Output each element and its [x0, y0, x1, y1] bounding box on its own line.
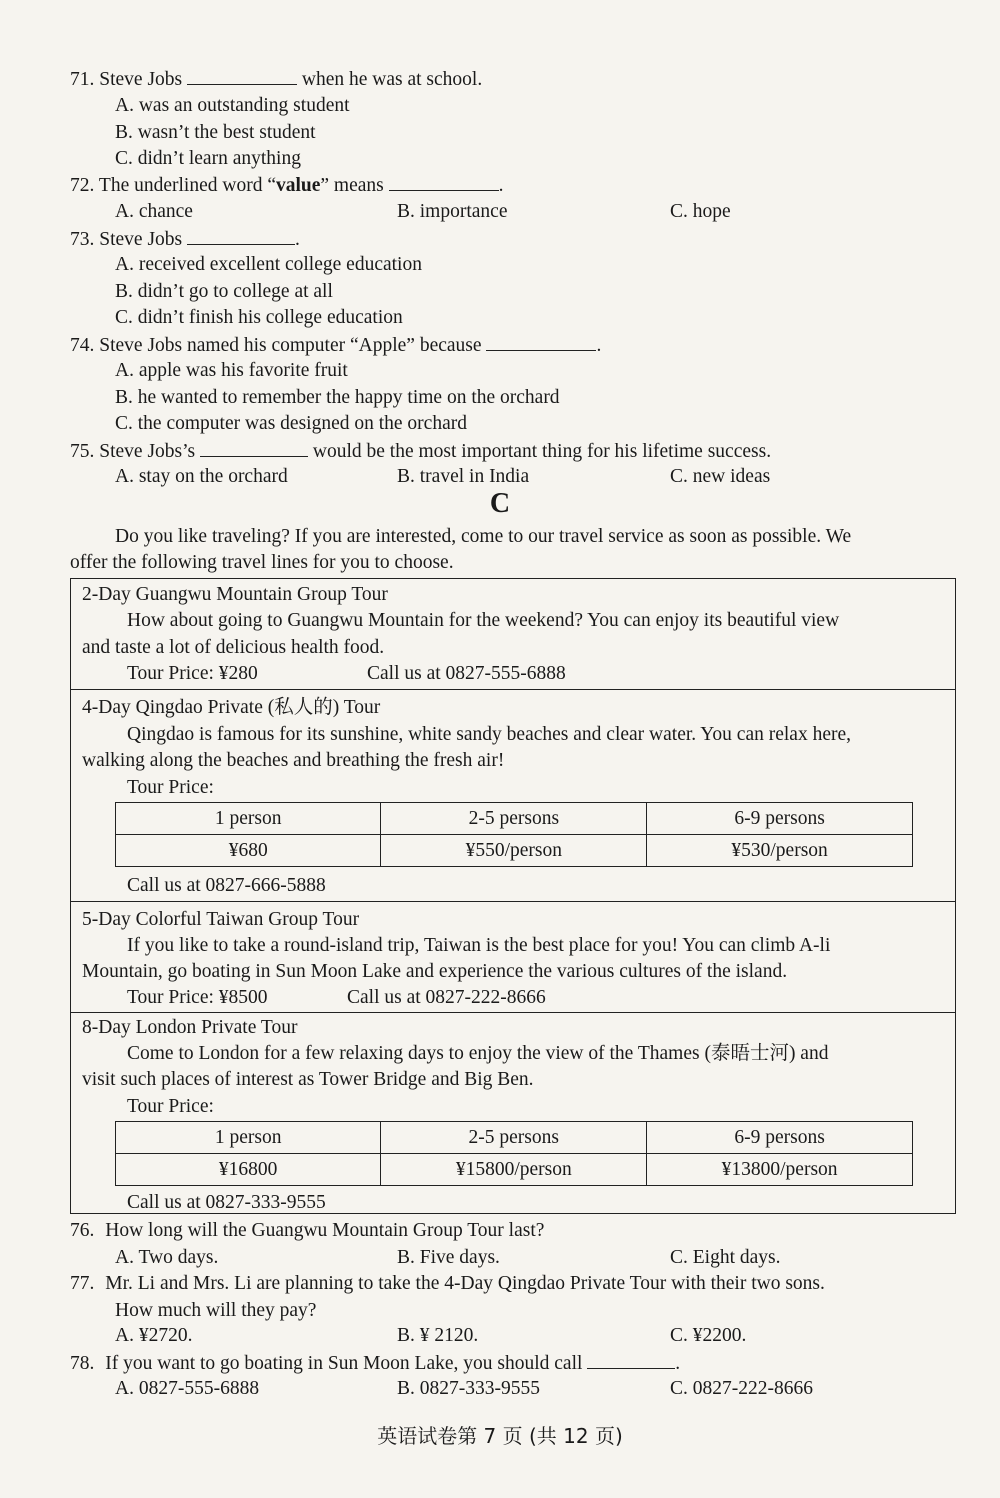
option-a: A. 0827-555-6888 — [115, 1378, 260, 1399]
table-cell: ¥550/person — [381, 835, 647, 867]
option-b: B. Five days. — [397, 1247, 500, 1268]
tour-title: 5-Day Colorful Taiwan Group Tour — [82, 909, 360, 930]
question-74 — [70, 332, 601, 359]
section-title: C — [489, 488, 511, 519]
tour-title: 8-Day London Private Tour — [82, 1017, 298, 1038]
price-table — [115, 802, 913, 867]
option-a: A. was an outstanding student — [115, 95, 350, 116]
tour-price: Tour Price: ¥280 — [127, 663, 258, 684]
answer-blank — [187, 226, 295, 245]
table-header-cell: 1 person — [116, 1122, 381, 1154]
answer-blank — [587, 1350, 675, 1369]
option-a: A. Two days. — [115, 1247, 219, 1268]
option-a: A. apple was his favorite fruit — [115, 360, 348, 381]
tour-phone: Call us at 0827-333-9555 — [127, 1192, 326, 1213]
option-c: C. new ideas — [670, 466, 771, 487]
option-a: A. received excellent college education — [115, 254, 422, 275]
tour-title: 2-Day Guangwu Mountain Group Tour — [82, 584, 388, 605]
question-stem-mid: ” means — [320, 175, 384, 196]
answer-blank — [486, 332, 596, 351]
tour-description: How about going to Guangwu Mountain for the weekend? You can enjoy its beautiful view — [127, 610, 840, 631]
question-stem-end: . — [596, 335, 602, 356]
page-footer: 英语试卷第 7 页 (共 12 页) — [377, 1424, 623, 1448]
option-c: C. didn’t learn anything — [115, 148, 301, 169]
answer-blank — [389, 172, 499, 191]
price-table — [115, 1121, 913, 1186]
tour-description: Qingdao is famous for its sunshine, white sandy beaches and clear water. You can relax here, — [127, 724, 852, 745]
answer-blank — [187, 66, 297, 85]
question-stem-end: . — [295, 229, 300, 250]
question-stem: Steve Jobs named his computer “Apple” because — [99, 335, 482, 356]
question-number: 74. — [70, 335, 95, 356]
tour-phone: Call us at 0827-222-8666 — [347, 987, 546, 1008]
table-cell: ¥16800 — [116, 1154, 381, 1186]
question-stem: Steve Jobs — [99, 69, 183, 90]
table-header-cell: 2-5 persons — [381, 1122, 647, 1154]
underlined-word: value — [275, 175, 321, 196]
option-b: B. 0827-333-9555 — [397, 1378, 540, 1399]
divider — [70, 1012, 956, 1013]
table-cell: ¥13800/person — [647, 1154, 913, 1186]
question-number: 76. — [70, 1220, 95, 1241]
option-c: C. hope — [670, 201, 731, 222]
tour-price: Tour Price: ¥8500 — [127, 987, 268, 1008]
divider — [70, 901, 956, 902]
table-row — [116, 1122, 913, 1154]
tour-description-cont: visit such places of interest as Tower Bridge and Big Ben. — [82, 1069, 534, 1090]
question-number: 75. — [70, 441, 95, 462]
question-stem: If you want to go boating in Sun Moon Lake, you should call — [105, 1353, 583, 1374]
tour-price-label: Tour Price: — [127, 777, 214, 798]
option-c: C. ¥2200. — [670, 1325, 747, 1346]
question-number: 71. — [70, 69, 95, 90]
option-c: C. 0827-222-8666 — [670, 1378, 813, 1399]
table-cell: ¥15800/person — [381, 1154, 647, 1186]
table-row — [116, 803, 913, 835]
question-78 — [70, 1350, 680, 1377]
question-77 — [70, 1271, 825, 1297]
option-a: A. chance — [115, 201, 193, 222]
question-number: 77. — [70, 1273, 95, 1294]
question-stem: The underlined word “ — [98, 175, 276, 196]
tour-price-label: Tour Price: — [127, 1096, 214, 1117]
table-header-cell: 6-9 persons — [647, 1122, 913, 1154]
question-stem: Steve Jobs’s — [99, 441, 196, 462]
intro-text-cont: offer the following travel lines for you to choose. — [70, 552, 454, 573]
table-row — [116, 1154, 913, 1186]
question-stem: Steve Jobs — [99, 229, 183, 250]
question-stem-cont: How much will they pay? — [115, 1300, 317, 1321]
table-row — [116, 835, 913, 867]
tour-phone: Call us at 0827-555-6888 — [367, 663, 566, 684]
question-72 — [70, 172, 504, 199]
option-a: A. ¥2720. — [115, 1325, 193, 1346]
tour-description: Come to London for a few relaxing days to enjoy the view of the Thames (泰晤士河) and — [127, 1043, 829, 1064]
tour-description-cont: walking along the beaches and breathing the fresh air! — [82, 750, 505, 771]
question-stem: How long will the Guangwu Mountain Group Tour last? — [105, 1220, 545, 1241]
option-b: B. wasn’t the best student — [115, 122, 316, 143]
divider — [70, 689, 956, 690]
option-c: C. didn’t finish his college education — [115, 307, 403, 328]
tour-description-cont: and taste a lot of delicious health food. — [82, 637, 385, 658]
tour-description-cont: Mountain, go boating in Sun Moon Lake and experience the various cultures of the island. — [82, 961, 788, 982]
question-stem-end: would be the most important thing for his lifetime success. — [312, 441, 772, 462]
table-header-cell: 1 person — [116, 803, 381, 835]
option-b: B. importance — [397, 201, 508, 222]
tour-description: If you like to take a round-island trip, Taiwan is the best place for you! You can climb A-li — [127, 935, 831, 956]
question-stem-end: . — [498, 175, 504, 196]
option-b: B. he wanted to remember the happy time on the orchard — [115, 387, 560, 408]
option-b: B. didn’t go to college at all — [115, 281, 333, 302]
table-cell: ¥680 — [116, 835, 381, 867]
table-header-cell: 2-5 persons — [381, 803, 647, 835]
option-c: C. the computer was designed on the orchard — [115, 413, 467, 434]
question-stem: Mr. Li and Mrs. Li are planning to take the 4-Day Qingdao Private Tour with their two sons. — [105, 1273, 825, 1294]
question-number: 78. — [70, 1353, 95, 1374]
tour-title: 4-Day Qingdao Private (私人的) Tour — [82, 697, 381, 718]
question-73 — [70, 226, 300, 253]
question-75 — [70, 438, 771, 465]
tour-phone: Call us at 0827-666-5888 — [127, 875, 326, 896]
option-a: A. stay on the orchard — [115, 466, 288, 487]
table-cell: ¥530/person — [647, 835, 913, 867]
option-b: B. ¥ 2120. — [397, 1325, 479, 1346]
question-stem-end: when he was at school. — [301, 69, 483, 90]
answer-blank — [200, 438, 308, 457]
question-number: 73. — [70, 229, 95, 250]
option-b: B. travel in India — [397, 466, 530, 487]
intro-text: Do you like traveling? If you are interested, come to our travel service as soon as possible. We — [115, 526, 852, 547]
question-76 — [70, 1218, 544, 1244]
question-71 — [70, 66, 482, 93]
option-c: C. Eight days. — [670, 1247, 781, 1268]
table-header-cell: 6-9 persons — [647, 803, 913, 835]
question-number: 72. — [70, 175, 95, 196]
question-stem-end: . — [675, 1353, 681, 1374]
